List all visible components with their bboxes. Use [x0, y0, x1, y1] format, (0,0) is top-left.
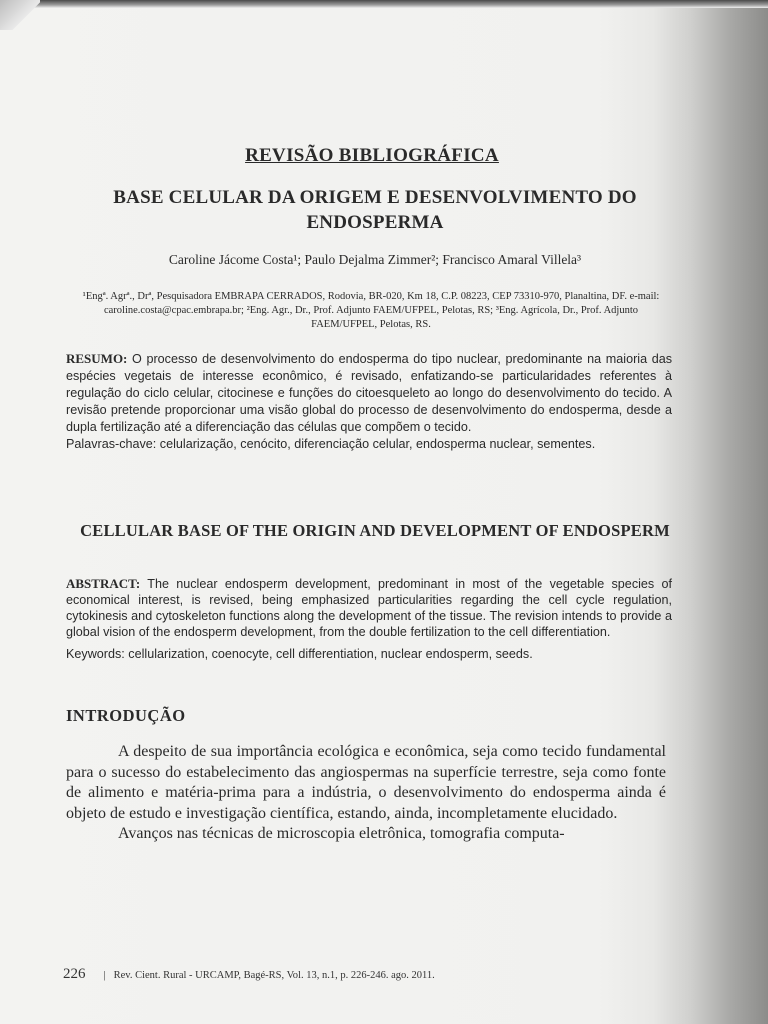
abstract-keywords: Keywords: cellularization, coenocyte, cell differentiation, nuclear endosperm, seeds. [66, 647, 533, 661]
affiliations: ¹Engª. Agrª., Drª, Pesquisadora EMBRAPA CERRADOS, Rodovia, BR-020, Km 18, C.P. 08223, CEP 73310-970, Planaltina, DF. e-mail: caroline.costa@cpac.embrapa.br; ²Eng. Agr., Dr., Prof. Adjunto FAEM/UFPEL, Pelotas, RS; ³Eng. Agrícola, Dr., Prof. Adjunto FAEM/UFPEL, Pelotas, RS. [82, 291, 660, 330]
resumo-paragraph [66, 350, 672, 436]
abstract-block [66, 576, 672, 675]
page-top-edge [0, 0, 768, 8]
intro-body [66, 742, 666, 845]
intro-paragraph-1: A despeito de sua importância ecológica e econômica, seja como tecido fundamental para o sucesso do estabelecimento das angiospermas na superfície terrestre, seja como fonte de alimento e matéria-prima para a indústria, o desenvolvimento do endosperma ainda é objeto de estudo e investigação científica, estando, ainda, incompletamente elucidado. [66, 743, 666, 822]
journal-citation: Rev. Cient. Rural - URCAMP, Bagé-RS, Vol. 13, n.1, p. 226-246. ago. 2011. [113, 970, 435, 981]
footer-separator: | [103, 970, 106, 981]
page-number: 226 [63, 966, 86, 982]
page-corner-fold [0, 0, 40, 30]
intro-heading: INTRODUÇÃO [66, 706, 186, 725]
abstract-label: ABSTRACT: [66, 576, 141, 591]
resumo-block [66, 350, 672, 453]
page-footer [63, 966, 663, 983]
section-label: REVISÃO BIBLIOGRÁFICA [245, 145, 499, 166]
resumo-label: RESUMO: [66, 351, 128, 366]
resumo-text: O processo de desenvolvimento do endosperma do tipo nuclear, predominante na maioria das espécies vegetais de interesse econômico, é revisado, enfatizando-se particularidades referentes à regulação do ciclo celular, citocinese e funções do citoesqueleto ao longo do desenvolvimento do tecido. A revisão pretende proporcionar uma visão global do processo de desenvolvimento do endosperma, desde a dupla fertilização até a diferenciação das células que compõem o tecido. [66, 352, 673, 434]
authors: Caroline Jácome Costa¹; Paulo Dejalma Zimmer²; Francisco Amaral Villela³ [168, 252, 582, 267]
article-title-en: CELLULAR BASE OF THE ORIGIN AND DEVELOPMENT OF ENDOSPERM [80, 521, 670, 540]
intro-paragraph-2: Avanços nas técnicas de microscopia eletrônica, tomografia computa- [118, 825, 565, 842]
resumo-keywords: Palavras-chave: celularização, cenócito, diferenciação celular, endosperma nuclear, sementes. [66, 437, 596, 451]
abstract-text: The nuclear endosperm development, predominant in most of the vegetable species of economical interest, is revised, being emphasized particularities regarding the cell cycle regulation, cytokinesis and cytoskeleton functions along the development of the tissue. The revision intends to provide a global vision of the endosperm development, from the double fertilization to the cell differentiation. [66, 577, 673, 639]
abstract-paragraph [66, 576, 672, 640]
article-title-pt: BASE CELULAR DA ORIGEM E DESENVOLVIMENTO DO ENDOSPERMA [113, 187, 637, 233]
